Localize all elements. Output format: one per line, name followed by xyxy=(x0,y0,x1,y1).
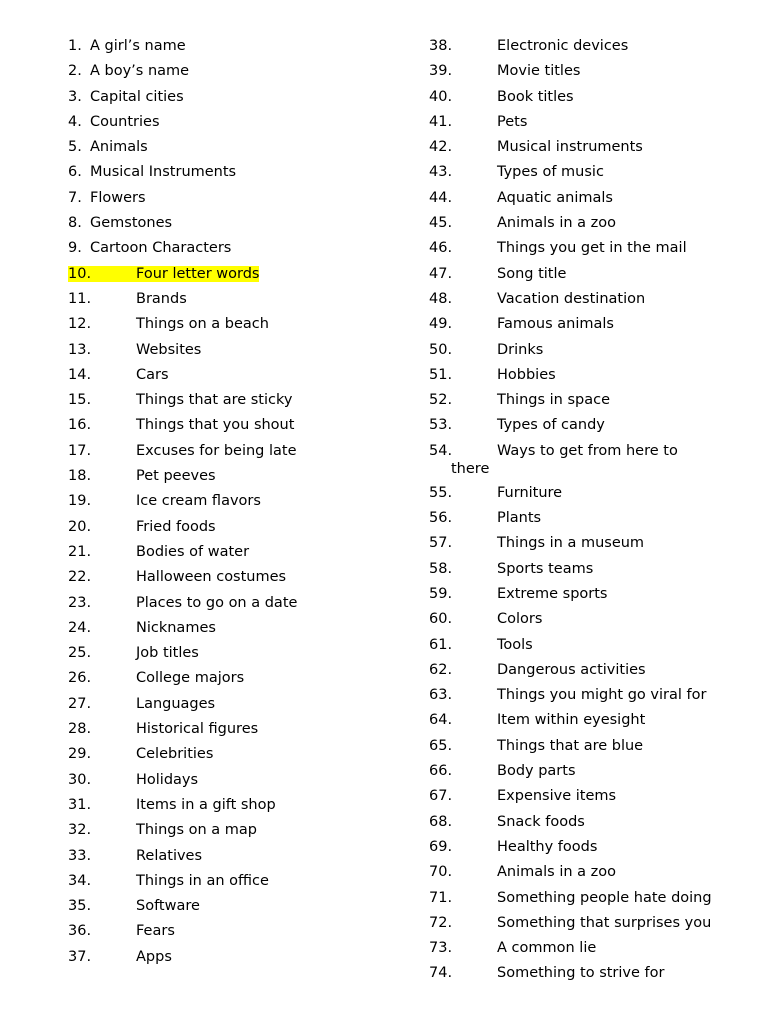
item-text: Musical instruments xyxy=(497,139,643,156)
item-text: Aquatic animals xyxy=(497,189,613,206)
item-number: 12. xyxy=(68,316,92,333)
list-item xyxy=(68,594,398,619)
list-item xyxy=(429,341,749,366)
item-number: 60. xyxy=(429,611,453,628)
item-text: Tools xyxy=(497,636,533,653)
item-number: 6. xyxy=(68,164,82,181)
item-text: Something to strive for xyxy=(497,965,665,982)
item-number: 25. xyxy=(68,645,92,662)
item-text: Historical figures xyxy=(136,721,259,738)
list-item xyxy=(68,720,398,745)
item-text: Cars xyxy=(136,366,169,383)
list-item xyxy=(68,62,398,87)
list-item xyxy=(68,948,398,973)
item-number: 19. xyxy=(68,493,92,510)
item-text: Things on a beach xyxy=(136,316,269,333)
list-item xyxy=(429,88,749,113)
item-number: 35. xyxy=(68,898,92,915)
item-text: Gemstones xyxy=(90,215,173,232)
list-item xyxy=(429,787,749,812)
item-number: 11. xyxy=(68,290,92,307)
list-item xyxy=(68,897,398,922)
item-text: A common lie xyxy=(497,940,597,957)
item-number: 42. xyxy=(429,139,453,156)
item-number: 71. xyxy=(429,889,453,906)
list-item xyxy=(429,939,749,964)
list-item xyxy=(429,560,749,585)
list-item xyxy=(429,239,749,264)
item-number: 72. xyxy=(429,914,453,931)
item-number: 16. xyxy=(68,417,92,434)
item-number: 55. xyxy=(429,484,453,501)
item-number: 18. xyxy=(68,468,92,485)
item-text: Types of candy xyxy=(497,417,605,434)
item-text: Things in an office xyxy=(136,872,269,889)
list-item xyxy=(68,214,398,239)
item-text: Apps xyxy=(136,948,172,965)
item-number: 70. xyxy=(429,864,453,881)
list-item xyxy=(68,341,398,366)
list-item xyxy=(68,189,398,214)
item-number: 30. xyxy=(68,771,92,788)
list-item xyxy=(68,821,398,846)
item-number: 29. xyxy=(68,746,92,763)
item-text: Things in space xyxy=(497,392,610,409)
item-number: 63. xyxy=(429,687,453,704)
item-text: Flowers xyxy=(90,189,146,206)
list-item xyxy=(429,914,749,939)
item-text: Fried foods xyxy=(136,518,216,535)
item-text: Things in a museum xyxy=(497,535,645,552)
item-text: Things that are sticky xyxy=(136,392,293,409)
list-item xyxy=(68,265,398,290)
item-text: A girl’s name xyxy=(90,38,186,54)
item-number: 15. xyxy=(68,392,92,409)
list-item xyxy=(429,813,749,838)
list-item xyxy=(429,416,749,441)
item-text: Electronic devices xyxy=(497,38,629,54)
item-number: 53. xyxy=(429,417,453,434)
item-text: Body parts xyxy=(497,763,576,780)
item-number: 21. xyxy=(68,543,92,560)
item-number: 65. xyxy=(429,737,453,754)
item-number: 23. xyxy=(68,594,92,611)
item-text-continuation: there xyxy=(451,460,490,477)
item-number: 43. xyxy=(429,164,453,181)
item-number: 47. xyxy=(429,265,453,282)
item-text: Animals xyxy=(90,139,148,156)
list-item xyxy=(429,762,749,787)
list-item xyxy=(68,796,398,821)
item-text: Something that surprises you xyxy=(497,914,712,931)
list-item xyxy=(429,189,749,214)
list-item xyxy=(429,534,749,559)
list-item xyxy=(68,315,398,340)
list-item xyxy=(429,113,749,138)
item-text: College majors xyxy=(136,670,245,687)
list-item xyxy=(429,214,749,239)
item-number: 57. xyxy=(429,535,453,552)
item-text: Item within eyesight xyxy=(497,712,646,729)
item-number: 31. xyxy=(68,796,92,813)
list-item xyxy=(429,265,749,290)
item-number: 22. xyxy=(68,569,92,586)
item-number: 39. xyxy=(429,63,453,80)
right-column xyxy=(429,37,749,990)
item-text: Cartoon Characters xyxy=(90,240,232,257)
item-number: 26. xyxy=(68,670,92,687)
item-text: Bodies of water xyxy=(136,543,250,560)
list-item xyxy=(429,737,749,762)
list-item xyxy=(68,872,398,897)
item-text: Relatives xyxy=(136,847,203,864)
list-item xyxy=(429,889,749,914)
item-text: Book titles xyxy=(497,88,574,105)
item-text: Famous animals xyxy=(497,316,614,333)
list-item xyxy=(429,509,749,534)
item-text: Expensive items xyxy=(497,788,617,805)
list-item xyxy=(429,484,749,509)
list-item xyxy=(429,711,749,736)
list-item xyxy=(68,543,398,568)
item-text: Things that you shout xyxy=(136,417,295,434)
item-text: Items in a gift shop xyxy=(136,796,276,813)
item-number: 69. xyxy=(429,838,453,855)
item-text: Things on a map xyxy=(136,822,258,839)
item-number: 49. xyxy=(429,316,453,333)
item-number: 36. xyxy=(68,923,92,940)
item-text: Animals in a zoo xyxy=(497,864,617,881)
item-number: 9. xyxy=(68,240,82,257)
item-text: Holidays xyxy=(136,771,199,788)
left-column xyxy=(68,37,398,973)
item-number: 67. xyxy=(429,788,453,805)
item-text: Something people hate doing xyxy=(497,889,712,906)
list-item xyxy=(429,163,749,188)
item-number: 64. xyxy=(429,712,453,729)
item-number: 54. xyxy=(429,442,453,459)
item-text: Hobbies xyxy=(497,366,556,383)
item-text: Song title xyxy=(497,265,567,282)
item-number: 40. xyxy=(429,88,453,105)
list-item xyxy=(68,644,398,669)
item-number: 27. xyxy=(68,695,92,712)
item-text: Types of music xyxy=(497,164,604,181)
list-item xyxy=(429,838,749,863)
list-item xyxy=(68,290,398,315)
list-item xyxy=(68,619,398,644)
item-number: 14. xyxy=(68,366,92,383)
list-item xyxy=(68,239,398,264)
item-number: 46. xyxy=(429,240,453,257)
item-text: Ice cream flavors xyxy=(136,493,261,510)
list-item xyxy=(68,922,398,947)
item-number: 50. xyxy=(429,341,453,358)
item-number: 59. xyxy=(429,585,453,602)
item-number: 44. xyxy=(429,189,453,206)
item-text: Halloween costumes xyxy=(136,569,287,586)
list-item xyxy=(68,113,398,138)
list-item xyxy=(68,163,398,188)
list-item xyxy=(68,771,398,796)
item-number: 51. xyxy=(429,366,453,383)
list-item xyxy=(68,416,398,441)
item-number: 33. xyxy=(68,847,92,864)
item-text: A boy’s name xyxy=(90,63,190,80)
item-number: 61. xyxy=(429,636,453,653)
item-number: 56. xyxy=(429,510,453,527)
item-text: Pet peeves xyxy=(136,468,216,485)
list-item xyxy=(68,88,398,113)
highlighted-item xyxy=(68,266,259,282)
list-item xyxy=(68,745,398,770)
list-item xyxy=(68,442,398,467)
item-number: 45. xyxy=(429,215,453,232)
item-text: Places to go on a date xyxy=(136,594,298,611)
list-item xyxy=(429,315,749,340)
item-number: 4. xyxy=(68,113,82,130)
item-number: 13. xyxy=(68,341,92,358)
item-number: 68. xyxy=(429,813,453,830)
list-item xyxy=(68,138,398,163)
list-item xyxy=(68,467,398,492)
list-item xyxy=(68,518,398,543)
list-item xyxy=(68,695,398,720)
item-text: Musical Instruments xyxy=(90,164,237,181)
item-number: 52. xyxy=(429,392,453,409)
item-text: Things that are blue xyxy=(497,737,644,754)
item-text: Movie titles xyxy=(497,63,581,80)
item-number: 10. xyxy=(68,265,92,282)
item-text: Excuses for being late xyxy=(136,442,297,459)
item-text: Snack foods xyxy=(497,813,585,830)
list-item xyxy=(429,610,749,635)
item-number: 48. xyxy=(429,290,453,307)
item-number: 73. xyxy=(429,940,453,957)
list-item xyxy=(68,366,398,391)
item-text: Things you get in the mail xyxy=(497,240,687,257)
item-number: 58. xyxy=(429,560,453,577)
list-item xyxy=(429,138,749,163)
list-item xyxy=(429,442,749,484)
item-text: Extreme sports xyxy=(497,585,608,602)
item-number: 34. xyxy=(68,872,92,889)
item-text: Websites xyxy=(136,341,202,358)
item-number: 8. xyxy=(68,215,82,232)
list-item xyxy=(429,62,749,87)
list-item xyxy=(68,669,398,694)
item-number: 3. xyxy=(68,88,82,105)
item-number: 20. xyxy=(68,518,92,535)
item-text: Ways to get from here to xyxy=(497,442,678,459)
item-number: 62. xyxy=(429,661,453,678)
item-number: 66. xyxy=(429,763,453,780)
list-item xyxy=(429,661,749,686)
item-text: Job titles xyxy=(136,645,199,662)
list-item xyxy=(429,37,749,62)
item-text: Software xyxy=(136,898,200,915)
item-number: 28. xyxy=(68,721,92,738)
list-item xyxy=(68,492,398,517)
item-text: Drinks xyxy=(497,341,544,358)
item-text: Furniture xyxy=(497,484,563,501)
item-text: Vacation destination xyxy=(497,290,646,307)
item-text: Animals in a zoo xyxy=(497,215,617,232)
list-item xyxy=(429,636,749,661)
list-item xyxy=(429,964,749,989)
item-number: 74. xyxy=(429,965,453,982)
item-number: 41. xyxy=(429,113,453,130)
item-text: Four letter words xyxy=(136,265,260,282)
list-item xyxy=(68,568,398,593)
list-item xyxy=(429,585,749,610)
item-text: Nicknames xyxy=(136,619,216,636)
item-text: Colors xyxy=(497,611,543,628)
item-number: 24. xyxy=(68,619,92,636)
item-number: 38. xyxy=(429,38,453,54)
item-text: Capital cities xyxy=(90,88,184,105)
list-item xyxy=(68,847,398,872)
item-number: 17. xyxy=(68,442,92,459)
item-text: Pets xyxy=(497,113,528,130)
item-text: Healthy foods xyxy=(497,838,598,855)
item-number: 1. xyxy=(68,38,82,54)
item-number: 32. xyxy=(68,822,92,839)
list-item xyxy=(429,863,749,888)
item-number: 37. xyxy=(68,948,92,965)
item-text: Plants xyxy=(497,510,542,527)
list-item xyxy=(429,391,749,416)
item-text: Sports teams xyxy=(497,560,594,577)
list-item xyxy=(429,290,749,315)
item-number: 2. xyxy=(68,63,82,80)
item-text: Languages xyxy=(136,695,216,712)
item-number: 7. xyxy=(68,189,82,206)
item-text: Dangerous activities xyxy=(497,661,646,678)
item-text: Things you might go viral for xyxy=(497,687,707,704)
item-text: Countries xyxy=(90,113,160,130)
item-text: Brands xyxy=(136,290,187,307)
list-item xyxy=(429,686,749,711)
item-number: 5. xyxy=(68,139,82,156)
item-text: Celebrities xyxy=(136,746,214,763)
list-item xyxy=(429,366,749,391)
item-text: Fears xyxy=(136,923,175,940)
list-item xyxy=(68,391,398,416)
list-item xyxy=(68,37,398,62)
